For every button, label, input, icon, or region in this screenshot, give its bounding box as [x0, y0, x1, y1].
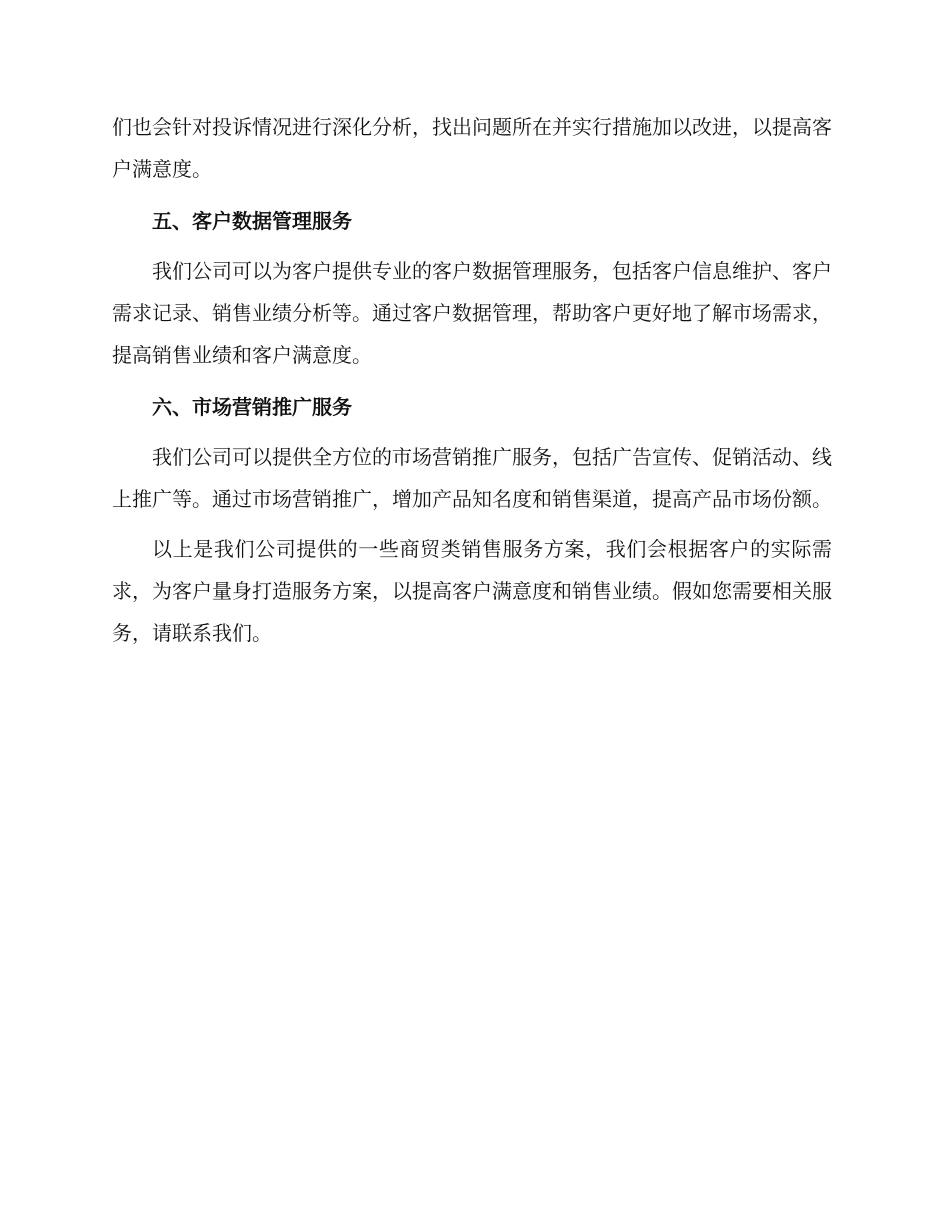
intro-continuation-paragraph: 们也会针对投诉情况进行深化分析，找出问题所在并实行措施加以改进，以提高客户满意度。 [112, 115, 832, 181]
section-6-body-paragraph: 我们公司可以提供全方位的市场营销推广服务，包括广告宣传、促销活动、线上推广等。通过市场营销推广，增加产品知名度和销售渠道，提高产品市场份额。 [112, 445, 832, 511]
closing-paragraph: 以上是我们公司提供的一些商贸类销售服务方案，我们会根据客户的实际需求，为客户量身打造服务方案，以提高客户满意度和销售业绩。假如您需要相关服务，请联系我们。 [112, 537, 832, 645]
section-6-heading: 六、市场营销推广服务 [152, 395, 352, 419]
document-body [112, 106, 832, 654]
section-5-body-paragraph: 我们公司可以为客户提供专业的客户数据管理服务，包括客户信息维护、客户需求记录、销售业绩分析等。通过客户数据管理，帮助客户更好地了解市场需求，提高销售业绩和客户满意度。 [112, 259, 832, 367]
section-5-heading: 五、客户数据管理服务 [152, 209, 352, 233]
